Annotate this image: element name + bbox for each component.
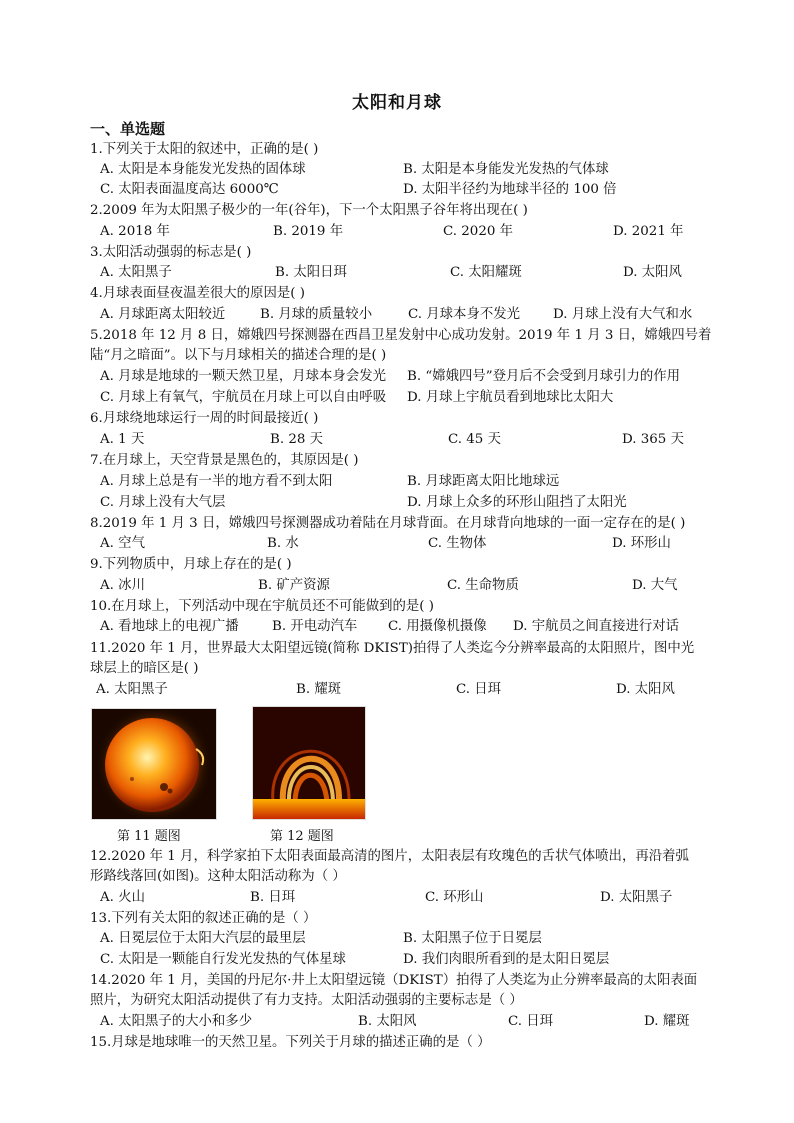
sun-photosphere-photo: [91, 708, 217, 820]
question-10-options: [100, 617, 720, 637]
question-12-stem-cont: 形路线落回(如图)。这种太阳活动称为（ ）: [90, 869, 346, 884]
question-3-stem: 3.太阳活动强弱的标志是( ): [90, 245, 252, 260]
option-c: C. 月球上没有大气层: [100, 495, 226, 510]
question-7-options-row2: [100, 493, 720, 513]
option-b: B. 水: [267, 536, 299, 551]
option-a: A. 冰川: [100, 578, 145, 593]
question-4-options: [100, 305, 720, 325]
figure-12-caption: 第 12 题图: [270, 829, 334, 844]
option-d: D. 月球上众多的环形山阻挡了太阳光: [407, 495, 627, 510]
option-a: A. 火山: [100, 890, 145, 905]
option-a: A. 太阳是本身能发光发热的固体球: [100, 162, 306, 177]
option-b: B. 开电动汽车: [272, 619, 358, 634]
question-9-options: [100, 576, 720, 596]
question-14-stem: 14.2020 年 1 月，美国的丹尼尔·井上太阳望远镜（DKIST）拍得了人类迄为止分辨率最高的太阳表面: [90, 973, 698, 988]
option-c: C. 太阳耀斑: [450, 265, 522, 280]
question-7-options: [100, 472, 720, 492]
question-11-stem-cont: 球层上的暗区是( ): [90, 661, 199, 676]
option-c: C. 45 天: [448, 432, 501, 447]
option-d: D. 大气: [632, 578, 678, 593]
question-13-options-row2: [100, 950, 720, 970]
question-14-options: [100, 1012, 720, 1032]
option-c: C. 环形山: [425, 890, 484, 905]
option-c: C. 月球本身不发光: [408, 307, 521, 322]
question-4-stem: 4.月球表面昼夜温差很大的原因是( ): [90, 286, 305, 301]
option-b: B. 月球距离太阳比地球远: [407, 474, 560, 489]
question-13-stem: 13.下列有关太阳的叙述正确的是（ ）: [90, 911, 317, 926]
option-d: D. 我们肉眼所看到的是太阳日冕层: [403, 952, 610, 967]
option-a: A. 看地球上的电视广播: [100, 619, 239, 634]
option-d: D. 太阳风: [616, 682, 675, 697]
question-11-stem: 11.2020 年 1 月，世界最大太阳望远镜(简称 DKIST)拍得了人类迄今分辨率最高的太阳照片，图中光: [90, 641, 695, 656]
option-a: A. 1 天: [100, 432, 145, 447]
option-b: B. 太阳日珥: [275, 265, 347, 280]
question-13-options: [100, 929, 720, 949]
option-a: A. 月球上总是有一半的地方看不到太阳: [100, 474, 333, 489]
option-c: C. 月球上有氧气，宇航员在月球上可以自由呼吸: [100, 390, 387, 405]
option-b: B. 耀斑: [296, 682, 342, 697]
option-a: A. 太阳黑子: [100, 265, 172, 280]
question-11-options: [96, 680, 716, 700]
option-a: A. 月球是地球的一颗天然卫星，月球本身会发光: [100, 369, 386, 384]
option-b: B. 日珥: [250, 890, 296, 905]
option-a: A. 太阳黑子: [96, 682, 168, 697]
question-1-stem: 1.下列关于太阳的叙述中，正确的是( ): [90, 142, 319, 157]
option-d: D. 365 天: [622, 432, 684, 447]
option-c: C. 生命物质: [447, 578, 519, 593]
question-2-options: [100, 222, 720, 242]
question-1-options-row2: [100, 180, 720, 200]
prominence-icon: [253, 707, 365, 819]
option-c: C. 用摄像机摄像: [388, 619, 487, 634]
question-3-options: [100, 263, 720, 283]
question-1-options: [100, 160, 720, 180]
sun-icon: [92, 709, 216, 819]
option-d: D. 太阳半径约为地球半径的 100 倍: [403, 182, 617, 197]
question-5-stem-cont: 陆“月之暗面”。以下与月球相关的描述合理的是( ): [90, 348, 387, 363]
question-7-stem: 7.在月球上，天空背景是黑色的，其原因是( ): [90, 453, 359, 468]
option-c: C. 日珥: [456, 682, 502, 697]
solar-prominence-photo: [252, 706, 366, 820]
option-c: C. 2020 年: [443, 224, 514, 239]
option-b: B. “嫦娥四号”登月后不会受到月球引力的作用: [407, 369, 681, 384]
question-9-stem: 9.下列物质中，月球上存在的是( ): [90, 557, 292, 572]
option-b: B. 28 天: [270, 432, 324, 447]
question-6-options: [100, 430, 720, 450]
option-b: B. 矿产资源: [258, 578, 330, 593]
option-d: D. 太阳风: [623, 265, 682, 280]
option-b: B. 月球的质量较小: [260, 307, 373, 322]
option-d: D. 2021 年: [613, 224, 684, 239]
question-14-stem-cont: 照片，为研究太阳活动提供了有力支持。太阳活动强弱的主要标志是（ ）: [90, 993, 523, 1008]
option-b: B. 太阳黑子位于日冕层: [403, 931, 542, 946]
option-d: D. 耀斑: [644, 1014, 690, 1029]
option-d: D. 宇航员之间直接进行对话: [513, 619, 680, 634]
question-10-stem: 10.在月球上，下列活动中现在宇航员还不可能做到的是( ): [90, 599, 434, 614]
section-heading: 一、单选题: [90, 120, 166, 138]
question-12-stem: 12.2020 年 1 月，科学家拍下太阳表面最高清的图片，太阳表层有玫瑰色的舌状气体喷出，再沿着弧: [90, 849, 689, 864]
figure-11-caption: 第 11 题图: [117, 829, 181, 844]
question-5-options: [100, 367, 720, 387]
question-5-options-row2: [100, 388, 720, 408]
option-a: A. 月球距离太阳较近: [100, 307, 226, 322]
question-8-stem: 8.2019 年 1 月 3 日，嫦娥四号探测器成功着陆在月球背面。在月球背向地球的一面一定存在的是( ): [90, 516, 686, 531]
question-12-options: [100, 888, 720, 908]
question-5-stem: 5.2018 年 12 月 8 日，嫦娥四号探测器在西昌卫星发射中心成功发射。2019 年 1 月 3 日，嫦娥四号着: [90, 328, 712, 343]
page-title: 太阳和月球: [352, 93, 442, 113]
option-c: C. 生物体: [428, 536, 487, 551]
option-d: D. 环形山: [612, 536, 671, 551]
option-a: A. 2018 年: [100, 224, 170, 239]
option-d: D. 月球上没有大气和水: [553, 307, 693, 322]
question-15-stem: 15.月球是地球唯一的天然卫星。下列关于月球的描述正确的是（ ）: [90, 1035, 491, 1050]
option-d: D. 月球上宇航员看到地球比太阳大: [407, 390, 614, 405]
option-c: C. 日珥: [508, 1014, 554, 1029]
question-6-stem: 6.月球绕地球运行一周的时间最接近( ): [90, 411, 319, 426]
option-a: A. 太阳黑子的大小和多少: [100, 1014, 253, 1029]
option-c: C. 太阳是一颗能自行发光发热的气体星球: [100, 952, 346, 967]
option-b: B. 太阳风: [358, 1014, 417, 1029]
question-2-stem: 2.2009 年为太阳黑子极少的一年(谷年)，下一个太阳黑子谷年将出现在( ): [90, 203, 528, 218]
option-b: B. 太阳是本身能发光发热的气体球: [403, 162, 609, 177]
option-a: A. 空气: [100, 536, 145, 551]
question-8-options: [100, 534, 720, 554]
option-c: C. 太阳表面温度高达 6000℃: [100, 182, 279, 197]
option-d: D. 太阳黑子: [600, 890, 673, 905]
option-b: B. 2019 年: [273, 224, 344, 239]
option-a: A. 日冕层位于太阳大汽层的最里层: [100, 931, 306, 946]
